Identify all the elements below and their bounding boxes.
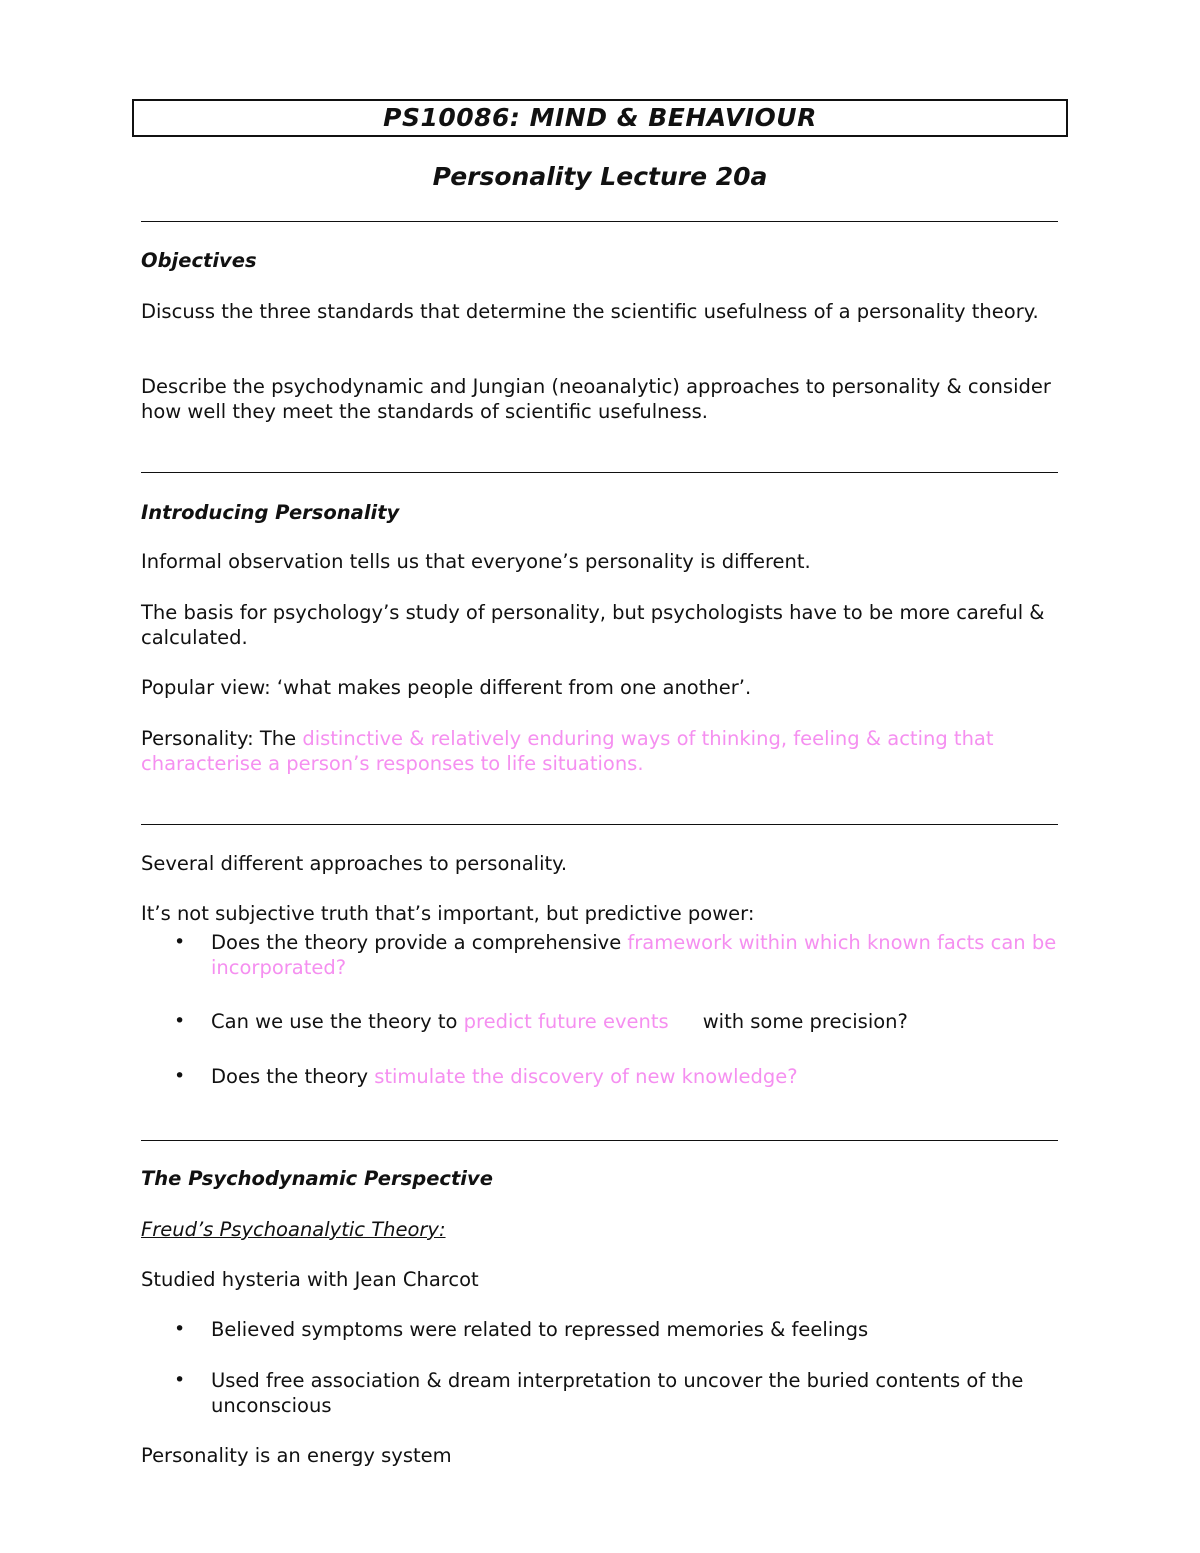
objective-1: Discuss the three standards that determine the scientific usefulness of a personality theory. — [141, 300, 1039, 323]
introducing-paragraph-3: Popular view: ‘what makes people different from one another’. — [141, 676, 752, 699]
criteria-highlight: stimulate the discovery of new knowledge? — [374, 1065, 798, 1088]
criteria-item — [211, 1064, 1071, 1089]
personality-definition — [141, 726, 1071, 776]
bullet-glyph: • — [174, 1318, 186, 1340]
criteria-prefix: Can we use the theory to — [211, 1010, 464, 1033]
criteria-highlight: predict future events — [463, 1010, 669, 1033]
criteria-item — [211, 930, 1071, 980]
criteria-highlight: framework within which known facts can be incorporated? — [211, 931, 1057, 979]
criteria-suffix: with some precision? — [702, 1010, 908, 1033]
lecture-title: Personality Lecture 20a — [432, 162, 768, 191]
introducing-paragraph-2: The basis for psychology’s study of personality, but psychologists have to be more careful & calculated. — [141, 601, 1045, 649]
bullet-glyph: • — [174, 1010, 186, 1032]
bullet-glyph: • — [174, 931, 186, 953]
course-title: PS10086: MIND & BEHAVIOUR — [383, 103, 817, 132]
freud-bullet: Used free association & dream interpretation to uncover the buried contents of the unconscious — [211, 1369, 1024, 1417]
freud-bullet: Believed symptoms were related to repressed memories & feelings — [211, 1318, 869, 1341]
section-divider — [141, 824, 1058, 825]
approaches-paragraph-2: It’s not subjective truth that’s important, but predictive power: — [141, 902, 755, 925]
objectives-heading: Objectives — [141, 249, 257, 272]
psychodynamic-paragraph-1: Studied hysteria with Jean Charcot — [141, 1268, 479, 1291]
psychodynamic-paragraph-2: Personality is an energy system — [141, 1444, 452, 1467]
bullet-glyph: • — [174, 1369, 186, 1391]
criteria-item — [211, 1009, 1071, 1034]
section-divider — [141, 1140, 1058, 1141]
approaches-paragraph-1: Several different approaches to personality. — [141, 852, 568, 875]
objective-2: Describe the psychodynamic and Jungian (neoanalytic) approaches to personality & consider how well they meet the standards of scientific usefulness. — [141, 375, 1051, 423]
definition-highlight: distinctive & relatively enduring ways of thinking, feeling & acting that characterise a person’s responses to life situations. — [141, 727, 994, 775]
criteria-prefix: Does the theory — [211, 1065, 375, 1088]
introducing-paragraph-1: Informal observation tells us that everyone’s personality is different. — [141, 550, 811, 573]
criteria-prefix: Does the theory provide a comprehensive — [211, 931, 628, 954]
freud-subheading-row — [141, 1217, 1071, 1242]
bullet-glyph: • — [174, 1065, 186, 1087]
psychodynamic-heading: The Psychodynamic Perspective — [141, 1167, 493, 1190]
freud-subheading: Freud’s Psychoanalytic Theory: — [141, 1218, 446, 1241]
section-divider — [141, 221, 1058, 222]
course-title-box — [132, 99, 1068, 137]
introducing-heading: Introducing Personality — [141, 501, 400, 524]
definition-prefix: Personality: The — [141, 727, 303, 750]
section-divider — [141, 472, 1058, 473]
